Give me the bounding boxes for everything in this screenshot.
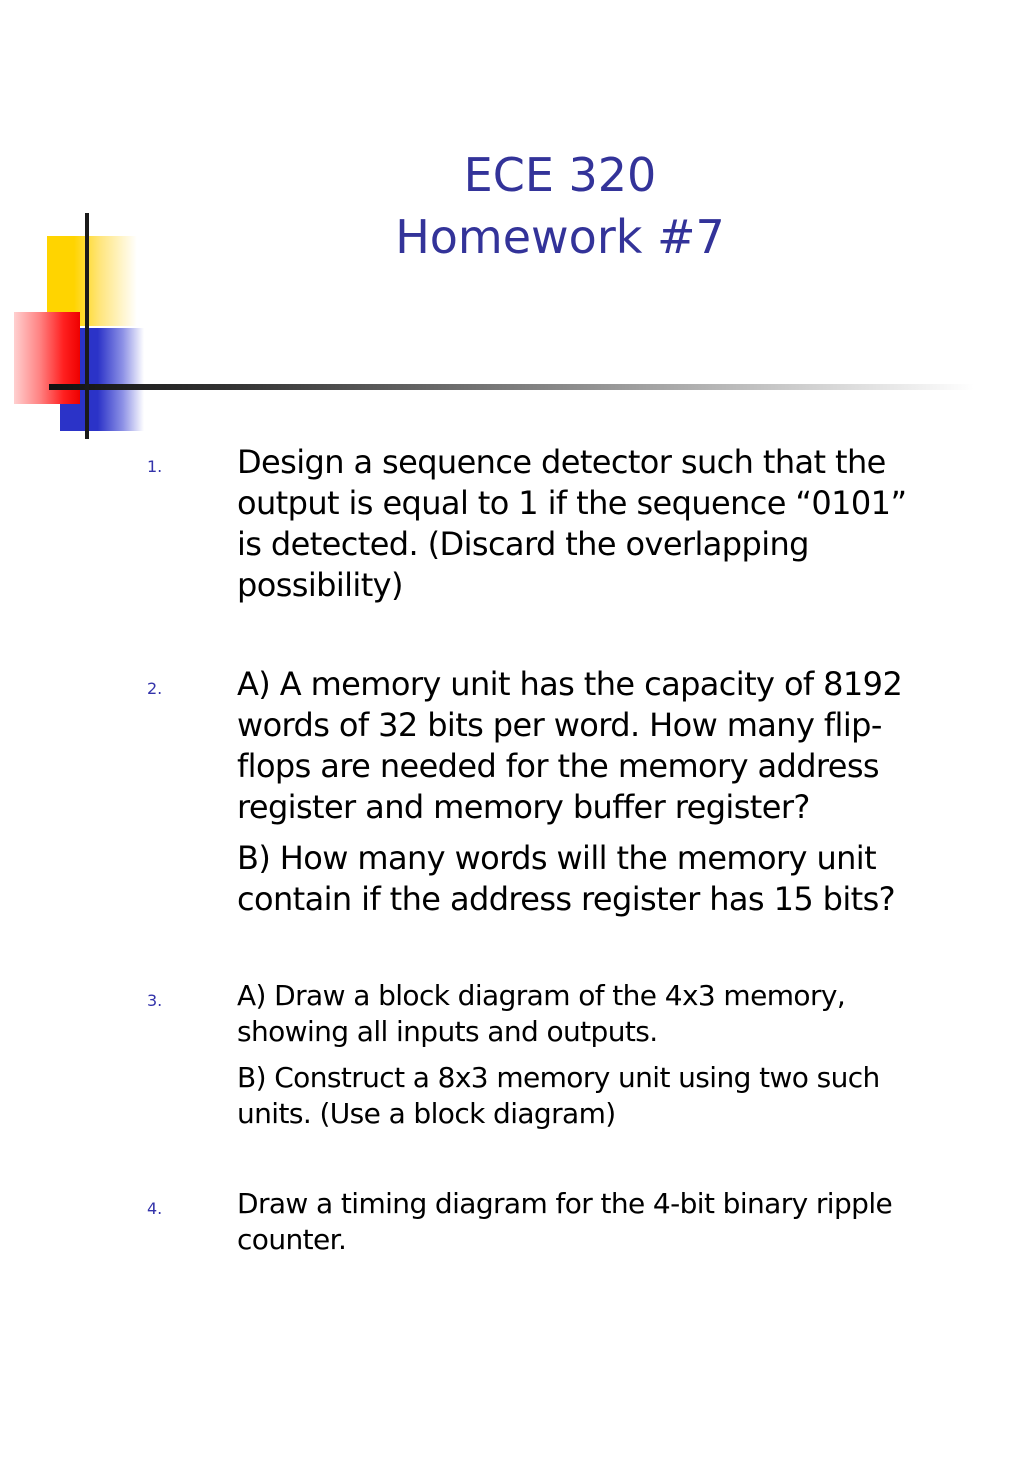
text-line: Draw a timing diagram for the 4-bit binary ripple (237, 1187, 893, 1220)
problem-2a-text (237, 664, 997, 828)
text-line: B) How many words will the memory unit (237, 839, 877, 877)
text-line: flops are needed for the memory address (237, 747, 880, 785)
text-line: B) Construct a 8x3 memory unit using two such (237, 1061, 880, 1094)
item-number: 4. (147, 1199, 163, 1218)
text-line: words of 32 bits per word. How many flip- (237, 706, 882, 744)
text-line: register and memory buffer register? (237, 788, 810, 826)
item-number: 3. (147, 991, 163, 1010)
text-line: contain if the address register has 15 bits? (237, 880, 896, 918)
problem-4-text (237, 1186, 997, 1258)
title-course: ECE 320 (463, 148, 657, 202)
text-line: counter. (237, 1223, 347, 1256)
decor-vertical-rule (85, 213, 89, 439)
text-line: A) Draw a block diagram of the 4x3 memory, (237, 979, 846, 1012)
text-line: possibility) (237, 566, 403, 604)
text-line: output is equal to 1 if the sequence “0101” (237, 484, 907, 522)
problem-3a-text (237, 978, 997, 1050)
item-number: 2. (147, 679, 163, 698)
page-title (300, 144, 820, 268)
decor-red-square (14, 312, 80, 404)
problem-2b-text (237, 838, 997, 920)
text-line: units. (Use a block diagram) (237, 1097, 616, 1130)
problem-1-text (237, 442, 997, 606)
decor-horizontal-rule (49, 384, 974, 390)
text-line: showing all inputs and outputs. (237, 1015, 658, 1048)
text-line: is detected. (Discard the overlapping (237, 525, 809, 563)
problem-3b-text (237, 1060, 997, 1132)
title-assignment: Homework #7 (395, 210, 725, 264)
item-number: 1. (147, 457, 163, 476)
text-line: A) A memory unit has the capacity of 8192 (237, 665, 903, 703)
text-line: Design a sequence detector such that the (237, 443, 886, 481)
